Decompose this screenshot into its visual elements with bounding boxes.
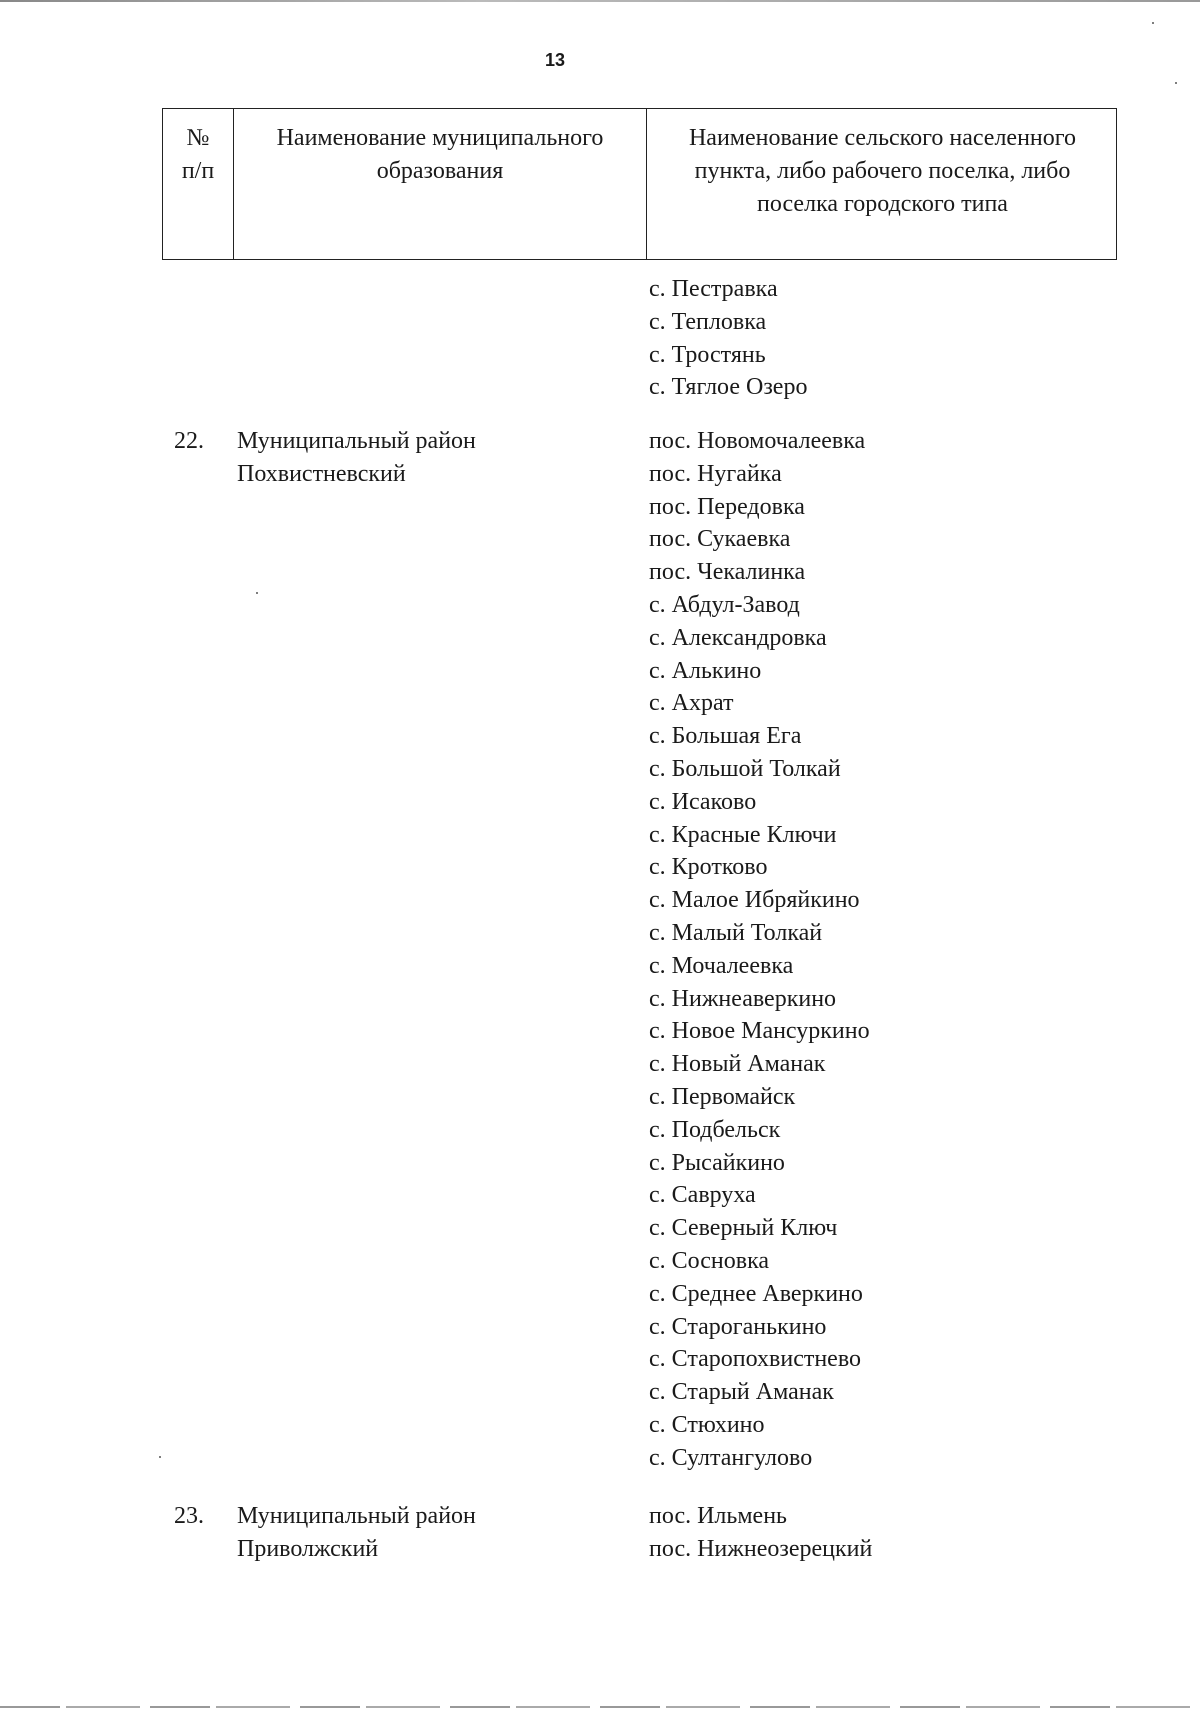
- scan-speck: [1175, 82, 1177, 84]
- row-23-number: 23.: [174, 1503, 204, 1529]
- list-item: с. Малый Толкай: [649, 919, 823, 946]
- list-item: пос. Нугайка: [649, 460, 782, 487]
- list-item: с. Красные Ключи: [649, 821, 837, 848]
- list-item: с. Савруха: [649, 1182, 756, 1209]
- list-item: с. Стюхино: [649, 1411, 765, 1438]
- scan-edge-bottom: [0, 1706, 1200, 1708]
- list-item: с. Первомайск: [649, 1083, 796, 1110]
- page-number: 13: [544, 50, 566, 70]
- list-item: с. Тяглое Озеро: [649, 374, 808, 401]
- scan-speck: [1152, 22, 1154, 24]
- list-item: с. Старый Аманак: [649, 1379, 834, 1406]
- row-23-settlement-list: [649, 1500, 872, 1566]
- header-number-line1: №: [186, 125, 210, 151]
- list-item: с. Мочалеевка: [649, 952, 794, 979]
- list-item: с. Сосновка: [649, 1247, 770, 1274]
- continuation-settlement-list: [649, 273, 807, 404]
- list-item: пос. Нижнеозерецкий: [649, 1535, 873, 1562]
- list-item: с. Абдул-Завод: [649, 591, 800, 618]
- list-item: пос. Новомочалеевка: [649, 428, 866, 454]
- list-item: с. Новое Мансуркино: [649, 1018, 870, 1045]
- list-item: с. Северный Ключ: [649, 1215, 838, 1242]
- header-cell-number: [163, 109, 233, 259]
- list-item: с. Султангулово: [649, 1444, 813, 1471]
- list-item: с. Большая Ега: [649, 723, 802, 750]
- scan-edge-top: [0, 0, 1200, 2]
- list-item: с. Большой Толкай: [649, 755, 841, 782]
- row-23-municipality: Муниципальный район Приволжский: [237, 1503, 476, 1562]
- list-item: с. Подбельск: [649, 1116, 781, 1143]
- scan-speck: [159, 1456, 161, 1458]
- row-22-municipality: Муниципальный район Похвистневский: [237, 428, 476, 487]
- list-item: с. Рысайкино: [649, 1149, 785, 1176]
- list-item: с. Тепловка: [649, 308, 767, 335]
- table-header: [162, 108, 1117, 260]
- list-item: с. Новый Аманак: [649, 1051, 826, 1078]
- header-cell-municipality: Наименование муниципального образования: [233, 109, 646, 259]
- list-item: с. Нижнеаверкино: [649, 985, 837, 1012]
- row-22-number: 22.: [174, 428, 204, 454]
- scan-speck: [256, 592, 258, 594]
- list-item: с. Пестравка: [649, 276, 778, 302]
- list-item: с. Тростянь: [649, 341, 766, 368]
- header-number-line2: п/п: [181, 158, 215, 184]
- list-item: с. Исаково: [649, 788, 757, 815]
- list-item: с. Староганькино: [649, 1313, 827, 1340]
- list-item: с. Кротково: [649, 854, 768, 881]
- list-item: с. Алькино: [649, 657, 762, 684]
- list-item: пос. Передовка: [649, 493, 805, 520]
- list-item: с. Ахрат: [649, 690, 734, 717]
- list-item: с. Среднее Аверкино: [649, 1280, 863, 1307]
- list-item: пос. Чекалинка: [649, 559, 806, 586]
- list-item: пос. Ильмень: [649, 1503, 787, 1529]
- list-item: с. Малое Ибряйкино: [649, 887, 860, 914]
- list-item: с. Александровка: [649, 624, 827, 651]
- row-22-settlement-list: [649, 425, 870, 1475]
- header-cell-settlement: Наименование сельского населенного пункта, либо рабочего поселка, либо поселка городского типа: [646, 109, 1116, 259]
- list-item: пос. Сукаевка: [649, 526, 791, 553]
- list-item: с. Старопохвистнево: [649, 1346, 862, 1373]
